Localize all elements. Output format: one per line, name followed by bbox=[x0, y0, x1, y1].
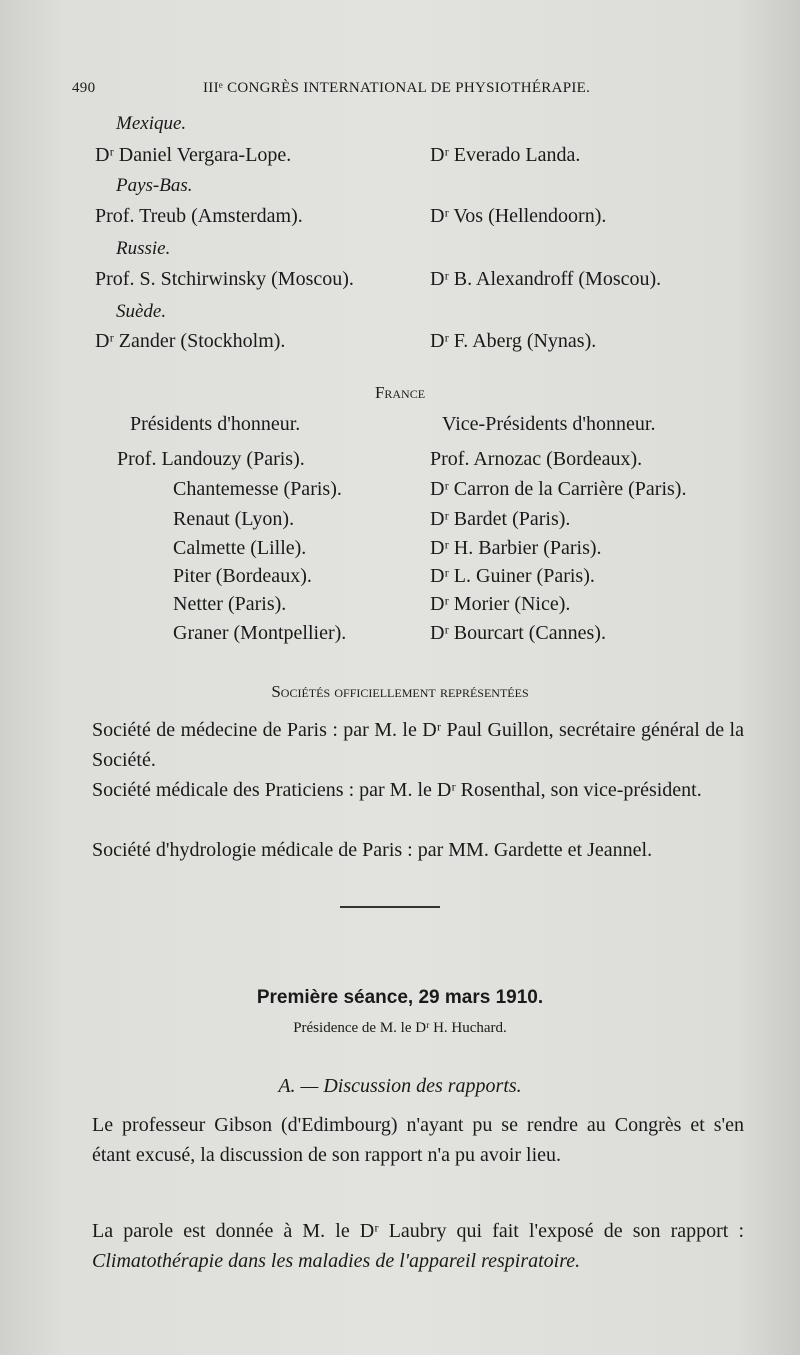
delegate-right: Dʳ Everado Landa. bbox=[430, 144, 581, 166]
vice-president-row: Dʳ Carron de la Carrière (Paris). bbox=[430, 478, 687, 500]
seance-title: Première séance, 29 mars 1910. bbox=[256, 987, 544, 1008]
vice-presidents-title: Vice-Présidents d'honneur. bbox=[442, 413, 656, 435]
body-paragraph-1: Le professeur Gibson (d'Edimbourg) n'ayant pu se rendre au Congrès et s'en étant excusé, la discussion de son rapport n'a pu avoir lieu. bbox=[92, 1114, 744, 1166]
rapport-title: Climatothérapie dans les maladies de l'appareil respiratoire. bbox=[92, 1250, 581, 1272]
presidence-line: Présidence de M. le Dʳ H. Huchard. bbox=[293, 1020, 507, 1036]
president-row: Graner (Montpellier). bbox=[173, 622, 347, 644]
president-row: Prof. Landouzy (Paris). bbox=[117, 448, 305, 470]
president-row: Calmette (Lille). bbox=[173, 537, 307, 559]
societies-heading: Sociétés officiellement représentées bbox=[271, 682, 529, 701]
body-paragraph-2-text: La parole est donnée à M. le Dʳ Laubry qui fait l'exposé de son rapport : bbox=[92, 1220, 744, 1242]
presidents-title: Présidents d'honneur. bbox=[130, 413, 301, 435]
president-row: Chantemesse (Paris). bbox=[173, 478, 342, 500]
society-paragraph-2: Société médicale des Praticiens : par M. le Dʳ Rosenthal, son vice-président. bbox=[92, 779, 702, 801]
country-suede: Suède. bbox=[116, 301, 167, 322]
section-divider bbox=[340, 906, 440, 908]
delegate-left: Dʳ Daniel Vergara-Lope. bbox=[95, 144, 292, 166]
delegate-left: Prof. S. Stchirwinsky (Moscou). bbox=[95, 268, 354, 290]
president-row: Piter (Bordeaux). bbox=[173, 565, 312, 587]
section-heading: A. — Discussion des rapports. bbox=[278, 1075, 522, 1097]
society-paragraph-3: Société d'hydrologie médicale de Paris : par MM. Gardette et Jeannel. bbox=[92, 839, 653, 861]
vice-president-row: Dʳ H. Barbier (Paris). bbox=[430, 537, 602, 559]
running-title: IIIᵉ CONGRÈS INTERNATIONAL DE PHYSIOTHÉRAPIE. bbox=[203, 80, 591, 96]
body-paragraph-2 bbox=[92, 1216, 744, 1276]
delegate-left: Dʳ Zander (Stockholm). bbox=[95, 330, 286, 352]
delegate-left: Prof. Treub (Amsterdam). bbox=[95, 205, 303, 227]
vice-president-row: Dʳ Morier (Nice). bbox=[430, 593, 571, 615]
vice-president-row: Prof. Arnozac (Bordeaux). bbox=[430, 448, 643, 470]
society-paragraph-1: Société de médecine de Paris : par M. le Dʳ Paul Guillon, secrétaire général de la Société. bbox=[92, 719, 744, 771]
delegate-right: Dʳ F. Aberg (Nynas). bbox=[430, 330, 597, 352]
vice-president-row: Dʳ Bardet (Paris). bbox=[430, 508, 571, 530]
france-heading: France bbox=[374, 383, 426, 402]
country-mexique: Mexique. bbox=[116, 113, 187, 134]
country-russie: Russie. bbox=[116, 238, 171, 259]
country-pays-bas: Pays-Bas. bbox=[116, 175, 193, 196]
vice-president-row: Dʳ L. Guiner (Paris). bbox=[430, 565, 595, 587]
page-number: 490 bbox=[72, 80, 96, 96]
president-row: Renaut (Lyon). bbox=[173, 508, 295, 530]
vice-president-row: Dʳ Bourcart (Cannes). bbox=[430, 622, 606, 644]
president-row: Netter (Paris). bbox=[173, 593, 287, 615]
delegate-right: Dʳ B. Alexandroff (Moscou). bbox=[430, 268, 662, 290]
delegate-right: Dʳ Vos (Hellendoorn). bbox=[430, 205, 607, 227]
